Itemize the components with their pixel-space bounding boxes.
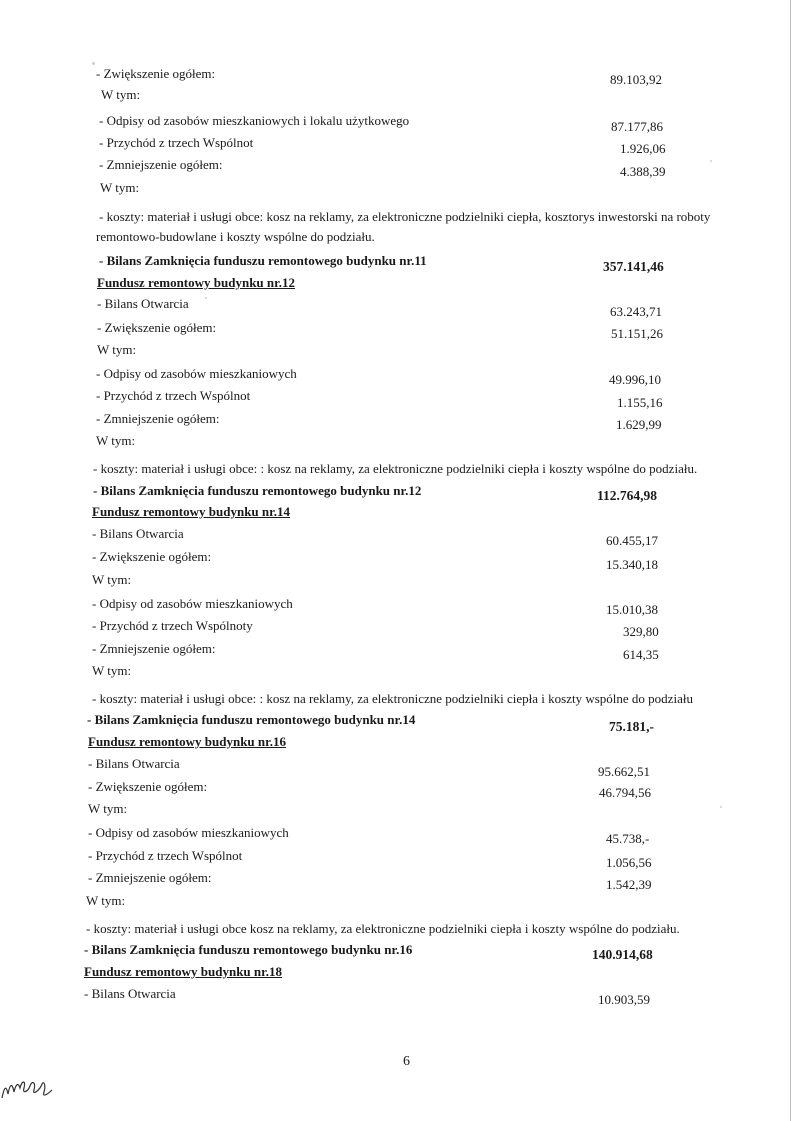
closing-balance-amount: 112.764,98 [597, 488, 658, 503]
including-label: W tym: [88, 801, 128, 816]
line-text: - Odpisy od zasobów mieszkaniowych i lokalu użytkowego [99, 113, 410, 128]
section-heading: Fundusz remontowy budynku nr.18 [84, 964, 282, 979]
amount: 15.010,38 [606, 602, 658, 617]
costs-description: - koszty: materiał i usługi obce: : kosz na reklamy, za elektroniczne podzielniki ciepła i koszty wspólne do podziału [92, 691, 693, 706]
amount: 1.542,39 [606, 877, 652, 892]
line-text: - Przychód z trzech Wspólnot [88, 848, 243, 863]
amount: 1.056,56 [606, 855, 652, 870]
amount: 51.151,26 [611, 326, 663, 341]
amount: 329,80 [623, 624, 659, 639]
amount: 95.662,51 [598, 764, 650, 779]
amount: 87.177,86 [611, 119, 663, 134]
including-label: W tym: [96, 433, 136, 448]
scan-speck [710, 160, 712, 162]
costs-description: - koszty: materiał i usługi obce kosz na reklamy, za elektroniczne podzielniki ciepła i koszty wspólne do podziału. [86, 921, 680, 936]
line-text: - Odpisy od zasobów mieszkaniowych [92, 596, 293, 611]
section-heading: Fundusz remontowy budynku nr.14 [92, 504, 290, 519]
amount: 10.903,59 [598, 992, 650, 1007]
line-text: - Przychód z trzech Wspólnoty [92, 618, 253, 633]
amount: 46.794,56 [599, 785, 651, 800]
opening-balance-label: - Bilans Otwarcia [97, 296, 189, 311]
amount: 1.926,06 [620, 141, 666, 156]
page-number: 6 [403, 1054, 410, 1069]
line-text: - Odpisy od zasobów mieszkaniowych [88, 825, 289, 840]
line-text: - Przychód z trzech Wspólnot [99, 135, 254, 150]
amount: 89.103,92 [610, 72, 662, 87]
closing-balance-amount: 75.181,- [609, 719, 654, 734]
opening-balance-label: - Bilans Otwarcia [84, 986, 176, 1001]
handwritten-initials-icon [0, 1070, 62, 1110]
line-text: - Przychód z trzech Wspólnot [96, 388, 251, 403]
scan-speck [205, 297, 207, 299]
amount: 49.996,10 [609, 372, 661, 387]
including-label: W tym: [100, 180, 140, 195]
closing-balance-label: - Bilans Zamknięcia funduszu remontowego budynku nr.12 [93, 483, 422, 498]
amount: 45.738,- [606, 831, 650, 846]
costs-description: - koszty: materiał i usługi obce: kosz na reklamy, za elektroniczne podzielniki ciepła, kosztorys inwestorski na roboty [99, 209, 711, 224]
including-label: W tym: [101, 87, 141, 102]
line-text: - Zmniejszenie ogółem: [99, 157, 223, 172]
closing-balance-amount: 357.141,46 [603, 259, 664, 274]
line-text: - Zwiększenie ogółem: [88, 779, 208, 794]
scan-speck [720, 806, 722, 808]
amount: 4.388,39 [620, 164, 666, 179]
including-label: W tym: [86, 893, 126, 908]
amount: 60.455,17 [606, 533, 658, 548]
amount: 1.629,99 [616, 417, 662, 432]
closing-balance-label: - Bilans Zamknięcia funduszu remontowego budynku nr.11 [99, 253, 427, 268]
scan-speck [92, 62, 95, 65]
line-text: - Zmniejszenie ogółem: [96, 411, 220, 426]
opening-balance-label: - Bilans Otwarcia [92, 526, 184, 541]
section-heading: Fundusz remontowy budynku nr.12 [97, 275, 295, 290]
closing-balance-label: - Bilans Zamknięcia funduszu remontowego budynku nr.16 [84, 942, 413, 957]
amount: 15.340,18 [606, 557, 658, 572]
opening-balance-label: - Bilans Otwarcia [88, 756, 180, 771]
line-text: - Odpisy od zasobów mieszkaniowych [96, 366, 297, 381]
amount: 614,35 [623, 647, 659, 662]
including-label: W tym: [97, 342, 137, 357]
amount: 63.243,71 [610, 304, 662, 319]
line-text: - Zmniejszenie ogółem: [92, 641, 216, 656]
section-heading: Fundusz remontowy budynku nr.16 [88, 734, 286, 749]
closing-balance-amount: 140.914,68 [592, 947, 653, 962]
costs-description: remontowo-budowlane i koszty wspólne do podziału. [96, 229, 375, 244]
increase-total-label: - Zwiększenie ogółem: [96, 66, 216, 81]
scan-edge [790, 0, 791, 1121]
including-label: W tym: [92, 663, 132, 678]
amount: 1.155,16 [617, 395, 663, 410]
line-text: - Zwiększenie ogółem: [92, 549, 212, 564]
costs-description: - koszty: materiał i usługi obce: : kosz na reklamy, za elektroniczne podzielniki ciepła i koszty wspólne do podziału. [93, 461, 698, 476]
including-label: W tym: [92, 572, 132, 587]
line-text: - Zmniejszenie ogółem: [88, 870, 212, 885]
line-text: - Zwiększenie ogółem: [97, 320, 217, 335]
closing-balance-label: - Bilans Zamknięcia funduszu remontowego budynku nr.14 [87, 712, 416, 727]
